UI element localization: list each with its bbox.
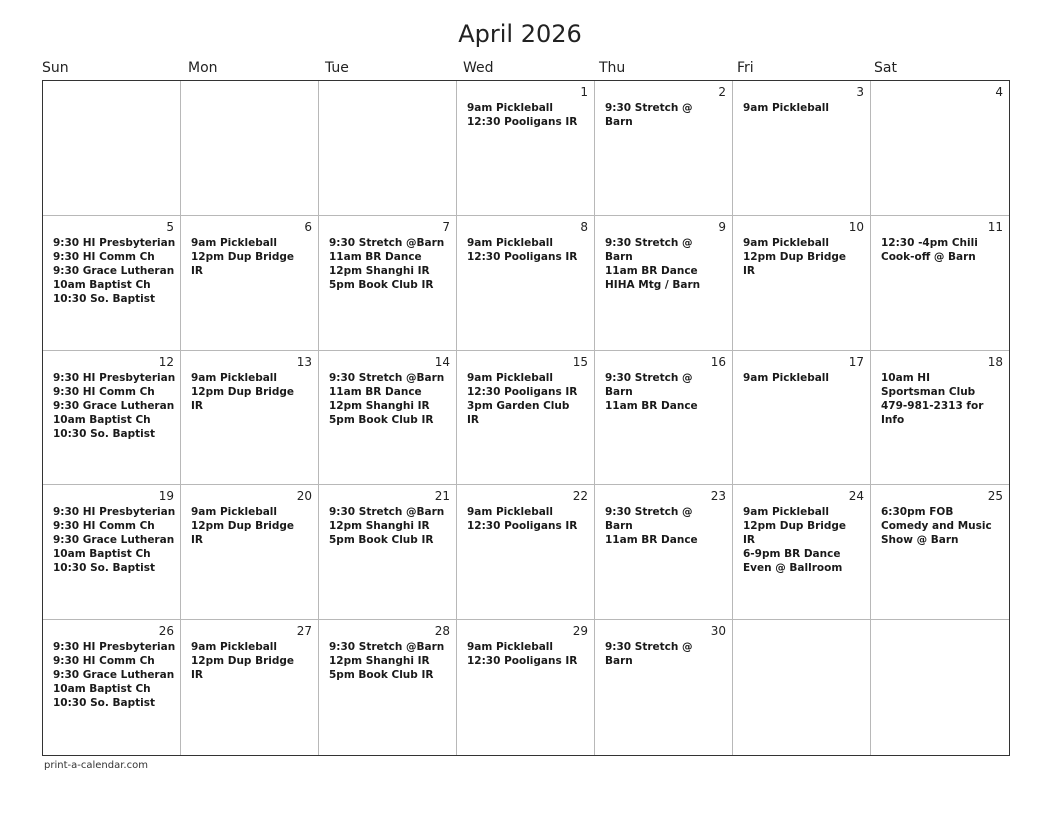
event-line: Comedy and Music — [881, 520, 992, 533]
event-line: 9:30 Stretch @ — [605, 641, 693, 654]
event-line: IR — [191, 264, 203, 277]
day-cell — [871, 620, 1009, 755]
day-number: 12 — [158, 354, 174, 369]
event-line: 6:30pm FOB — [881, 506, 954, 519]
event-line: 3pm Garden Club — [467, 399, 570, 412]
weekday-wed: Wed — [463, 60, 494, 76]
event-line: 10am Baptist Ch — [53, 548, 151, 561]
event-line: 9am Pickleball — [467, 506, 554, 519]
day-cell — [733, 620, 871, 755]
day-cell — [319, 216, 457, 351]
event-line: Barn — [605, 520, 633, 533]
event-line: 9:30 HI Presbyterian — [53, 236, 176, 249]
event-line: 9am Pickleball — [467, 641, 554, 654]
event-line: 9:30 Stretch @Barn — [329, 236, 445, 249]
day-cell — [595, 485, 733, 620]
event-line: 10:30 So. Baptist — [53, 697, 155, 710]
event-line: HIHA Mtg / Barn — [605, 278, 701, 291]
event-line: 12pm Dup Bridge — [191, 520, 295, 533]
day-cell — [43, 81, 181, 216]
event-line: 9:30 HI Comm Ch — [53, 250, 155, 263]
event-line: Show @ Barn — [881, 534, 959, 547]
day-cell — [43, 485, 181, 620]
event-line: 10:30 So. Baptist — [53, 562, 155, 575]
footer-source: print-a-calendar.com — [44, 760, 148, 771]
day-cell — [595, 81, 733, 216]
event-line: 12pm Dup Bridge — [191, 385, 295, 398]
event-line: IR — [191, 534, 203, 547]
weekday-fri: Fri — [737, 60, 754, 76]
event-line: 12pm Shanghi IR — [329, 520, 430, 533]
day-number: 26 — [158, 624, 174, 639]
event-line: 11am BR Dance — [605, 264, 698, 277]
event-line: 11am BR Dance — [329, 250, 422, 263]
event-line: 9:30 HI Comm Ch — [53, 655, 155, 668]
event-line: 9:30 Grace Lutheran — [53, 534, 175, 547]
day-number: 9 — [718, 219, 726, 234]
day-cell — [43, 216, 181, 351]
day-cell — [319, 81, 457, 216]
day-number: 5 — [166, 219, 174, 234]
day-number: 19 — [158, 489, 174, 504]
event-line: 9am Pickleball — [191, 641, 278, 654]
day-cell — [871, 351, 1009, 486]
day-number: 27 — [296, 624, 312, 639]
day-number: 11 — [987, 219, 1003, 234]
event-line: 10am Baptist Ch — [53, 683, 151, 696]
day-number: 14 — [434, 354, 450, 369]
day-number: 2 — [718, 85, 726, 99]
event-line: 10am HI — [881, 371, 930, 384]
day-number: 10 — [848, 219, 864, 234]
event-line: IR — [467, 413, 479, 426]
day-cell — [181, 620, 319, 755]
day-number: 3 — [856, 85, 864, 99]
day-number: 21 — [434, 489, 450, 504]
event-line: 12:30 Pooligans IR — [467, 250, 578, 263]
event-line: Barn — [605, 250, 633, 263]
day-number: 17 — [848, 354, 864, 369]
day-cell — [733, 351, 871, 486]
day-cell — [733, 81, 871, 216]
event-line: 479-981-2313 for — [881, 399, 984, 412]
day-cell — [43, 351, 181, 486]
event-line: IR — [743, 264, 755, 277]
event-line: 10am Baptist Ch — [53, 413, 151, 426]
day-number: 8 — [580, 219, 588, 234]
event-line: 9am Pickleball — [467, 102, 554, 114]
event-line: 9am Pickleball — [467, 371, 554, 384]
event-line: 5pm Book Club IR — [329, 534, 434, 547]
event-line: 5pm Book Club IR — [329, 278, 434, 291]
event-line: 9am Pickleball — [743, 236, 830, 249]
day-number: 6 — [304, 219, 312, 234]
event-line: 9:30 Stretch @ — [605, 236, 693, 249]
day-number: 20 — [296, 489, 312, 504]
day-number: 15 — [572, 354, 588, 369]
day-number: 24 — [848, 489, 864, 504]
event-line: Even @ Ballroom — [743, 562, 843, 575]
event-line: IR — [191, 399, 203, 412]
event-line: 9am Pickleball — [191, 506, 278, 519]
event-line: 12:30 -4pm Chili — [881, 236, 978, 249]
event-line: 9:30 Grace Lutheran — [53, 264, 175, 277]
event-line: 9am Pickleball — [743, 102, 830, 114]
event-line: 12pm Dup Bridge — [743, 520, 847, 533]
event-line: 9:30 Stretch @ — [605, 506, 693, 519]
event-line: IR — [191, 669, 203, 682]
event-line: 12:30 Pooligans IR — [467, 116, 578, 128]
event-line: 10am Baptist Ch — [53, 278, 151, 291]
day-number: 16 — [710, 354, 726, 369]
day-cell — [457, 81, 595, 216]
event-line: Info — [881, 413, 905, 426]
event-line: 9:30 HI Comm Ch — [53, 385, 155, 398]
event-line: 12:30 Pooligans IR — [467, 385, 578, 398]
weekday-sat: Sat — [874, 60, 897, 76]
event-line: 9:30 Grace Lutheran — [53, 669, 175, 682]
day-cell — [181, 216, 319, 351]
day-number: 7 — [442, 219, 450, 234]
day-cell — [181, 81, 319, 216]
weekday-tue: Tue — [325, 60, 349, 76]
event-line: 12:30 Pooligans IR — [467, 520, 578, 533]
event-line: 12pm Dup Bridge — [191, 250, 295, 263]
event-line: 9am Pickleball — [191, 236, 278, 249]
day-cell — [181, 351, 319, 486]
day-cell — [319, 485, 457, 620]
day-cell — [181, 485, 319, 620]
day-cell — [457, 351, 595, 486]
event-line: 12pm Dup Bridge — [743, 250, 847, 263]
day-cell — [43, 620, 181, 755]
event-line: 12pm Shanghi IR — [329, 264, 430, 277]
event-line: 11am BR Dance — [605, 399, 698, 412]
weekday-sun: Sun — [42, 60, 69, 76]
day-cell — [595, 216, 733, 351]
event-line: Cook-off @ Barn — [881, 250, 976, 263]
day-number: 13 — [296, 354, 312, 369]
day-cell — [733, 216, 871, 351]
day-cell — [595, 620, 733, 755]
event-line: 9:30 HI Presbyterian — [53, 506, 176, 519]
day-cell — [319, 620, 457, 755]
event-line: 12pm Shanghi IR — [329, 399, 430, 412]
weekday-mon: Mon — [188, 60, 218, 76]
weekday-header — [42, 60, 1012, 80]
event-line: 12pm Dup Bridge — [191, 655, 295, 668]
event-line: 9:30 Stretch @Barn — [329, 371, 445, 384]
event-line: 10:30 So. Baptist — [53, 292, 155, 305]
day-number: 18 — [987, 354, 1003, 369]
event-line: 5pm Book Club IR — [329, 669, 434, 682]
event-line: 5pm Book Club IR — [329, 413, 434, 426]
event-line: 9:30 Stretch @ — [605, 371, 693, 384]
event-line: 9:30 HI Comm Ch — [53, 520, 155, 533]
event-line: 9am Pickleball — [743, 506, 830, 519]
day-cell — [871, 216, 1009, 351]
event-line: 12:30 Pooligans IR — [467, 655, 578, 668]
event-line: 9:30 HI Presbyterian — [53, 641, 176, 654]
weekday-thu: Thu — [599, 60, 626, 76]
event-line: Barn — [605, 116, 633, 128]
day-cell — [871, 81, 1009, 216]
calendar-title: April 2026 — [458, 20, 582, 48]
event-line: IR — [743, 534, 755, 547]
event-line: 9am Pickleball — [467, 236, 554, 249]
day-number: 28 — [434, 624, 450, 639]
day-cell — [871, 485, 1009, 620]
event-line: 10:30 So. Baptist — [53, 427, 155, 440]
day-cell — [319, 351, 457, 486]
day-number: 23 — [710, 489, 726, 504]
event-line: 12pm Shanghi IR — [329, 655, 430, 668]
event-line: 9am Pickleball — [743, 371, 830, 384]
day-cell — [457, 620, 595, 755]
day-cell — [733, 485, 871, 620]
day-cell — [457, 485, 595, 620]
event-line: 9:30 Stretch @Barn — [329, 641, 445, 654]
event-line: Sportsman Club — [881, 385, 976, 398]
event-line: 9:30 HI Presbyterian — [53, 371, 176, 384]
event-line: Barn — [605, 385, 633, 398]
event-line: 11am BR Dance — [605, 534, 698, 547]
day-number: 30 — [710, 624, 726, 639]
event-line: 9:30 Grace Lutheran — [53, 399, 175, 412]
day-number: 25 — [987, 489, 1003, 504]
day-cell — [457, 216, 595, 351]
day-number: 4 — [995, 85, 1003, 99]
event-line: Barn — [605, 655, 633, 668]
event-line: 11am BR Dance — [329, 385, 422, 398]
day-number: 1 — [580, 85, 588, 99]
event-line: 9:30 Stretch @ — [605, 102, 693, 114]
event-line: 9:30 Stretch @Barn — [329, 506, 445, 519]
event-line: 9am Pickleball — [191, 371, 278, 384]
day-cell — [595, 351, 733, 486]
calendar-grid — [42, 80, 1010, 756]
day-number: 22 — [572, 489, 588, 504]
event-line: 6-9pm BR Dance — [743, 548, 841, 561]
day-number: 29 — [572, 624, 588, 639]
